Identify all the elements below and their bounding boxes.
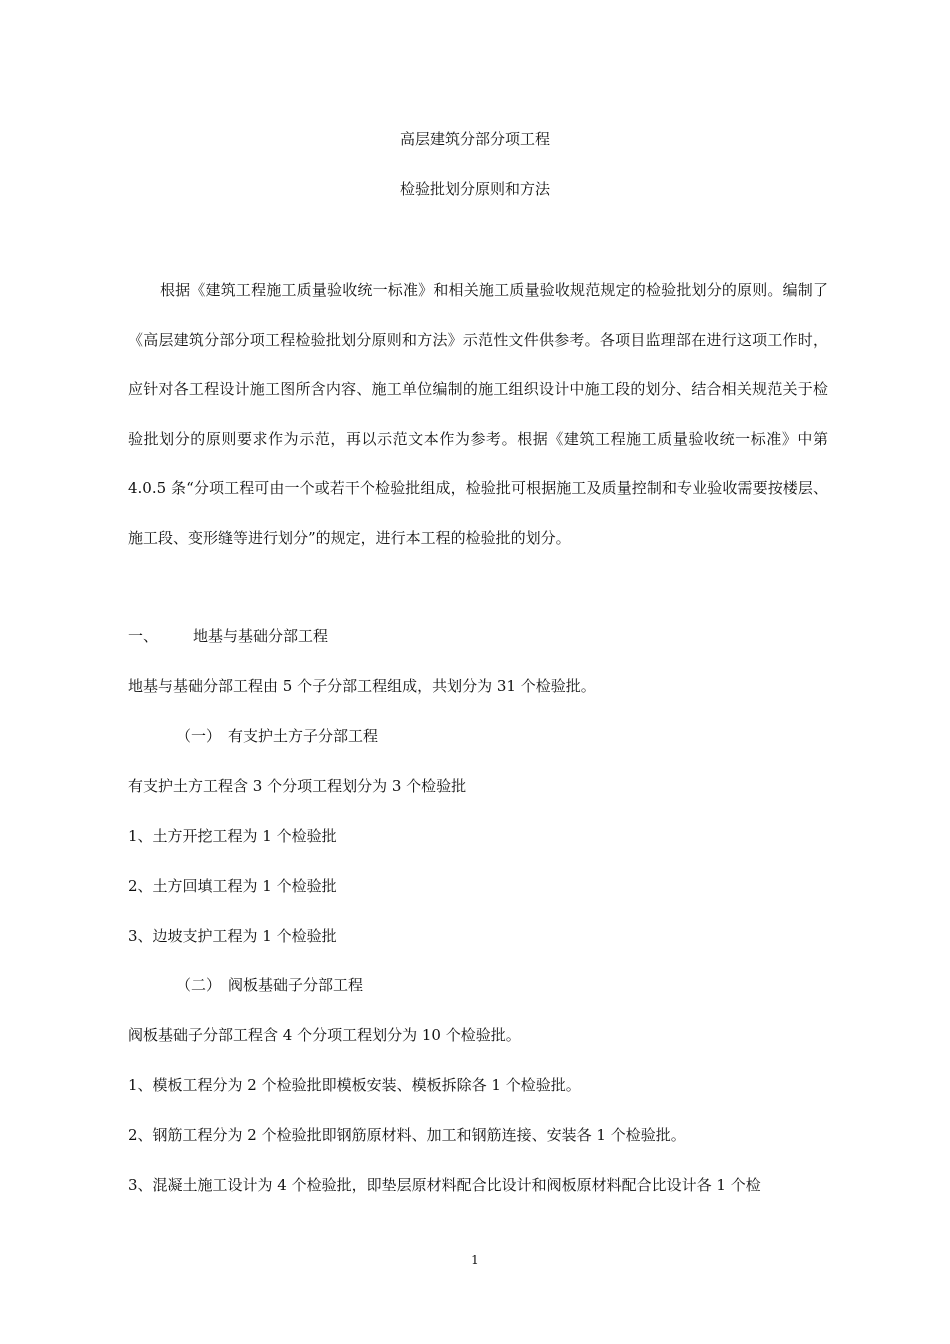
section-1-heading: 地基与基础分部工程	[193, 627, 329, 645]
document-title: 高层建筑分部分项工程	[399, 130, 550, 148]
section-1-number: 一、	[128, 627, 159, 645]
subsection-1-summary: 有支护土方工程含 3 个分项工程划分为 3 个检验批	[128, 777, 467, 795]
subsection-2-number: （二）	[176, 976, 222, 994]
list-item: 3、边坡支护工程为 1 个检验批	[128, 927, 337, 945]
document-subtitle: 检验批划分原则和方法	[399, 180, 550, 198]
list-item: 1、土方开挖工程为 1 个检验批	[128, 827, 337, 845]
list-item: 3、混凝土施工设计为 4 个检验批，即垫层原材料配合比设计和阀板原材料配合比设计各 1 个检	[128, 1176, 761, 1194]
subsection-2-heading: 阀板基础子分部工程	[228, 976, 364, 994]
subsection-1-number: （一）	[176, 727, 222, 745]
list-item: 1、模板工程分为 2 个检验批即模板安装、模板拆除各 1 个检验批。	[128, 1076, 581, 1094]
subsection-2-summary: 阀板基础子分部工程含 4 个分项工程划分为 10 个检验批。	[128, 1026, 521, 1044]
list-item: 2、钢筋工程分为 2 个检验批即钢筋原材料、加工和钢筋连接、安装各 1 个检验批。	[128, 1126, 686, 1144]
page-number: 1	[471, 1253, 479, 1267]
subsection-1-heading: 有支护土方子分部工程	[228, 727, 379, 745]
intro-paragraph: 根据《建筑工程施工质量验收统一标准》和相关施工质量验收规范规定的检验批划分的原则。编制了《高层建筑分部分项工程检验批划分原则和方法》示范性文件供参考。各项目监理部在进行这项工作时，应针对各工程设计施工图所含内容、施工单位编制的施工组织设计中施工段的划分、结合相关规范关于检验批划分的原则要求作为示范，再以示范文本作为参考。根据《建筑工程施工质量验收统一标准》中第 4.0.5 条“分项工程可由一个或若干个检验批组成，检验批可根据施工及质量控制和专业验收需要按楼层、施工段、变形缝等进行划分”的规定，进行本工程的检验批的划分。	[128, 281, 828, 547]
list-item: 2、土方回填工程为 1 个检验批	[128, 877, 337, 895]
section-1-summary: 地基与基础分部工程由 5 个子分部工程组成，共划分为 31 个检验批。	[128, 677, 596, 695]
